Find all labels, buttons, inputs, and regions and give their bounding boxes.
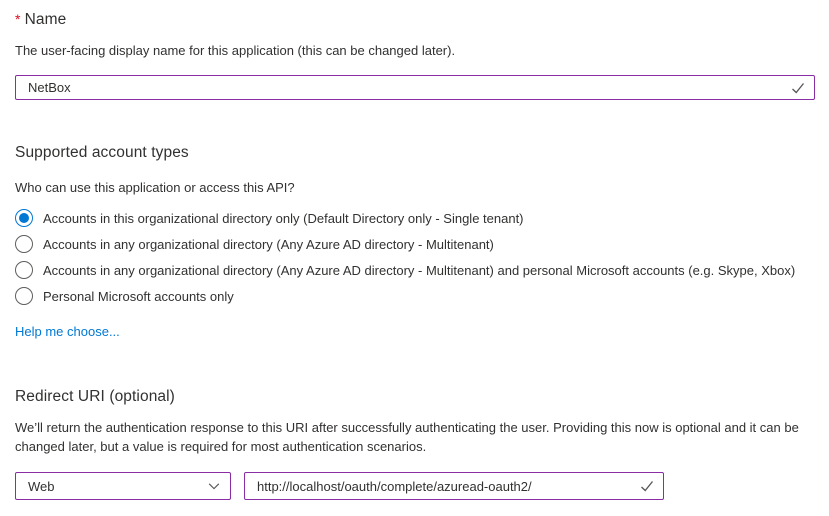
help-me-choose-link[interactable]: Help me choose... [15,324,120,339]
platform-select[interactable] [15,472,231,500]
name-title-text: Name [24,11,67,28]
radio-multitenant[interactable] [15,231,815,257]
redirect-uri-controls [15,472,815,500]
radio-single-tenant[interactable] [15,205,815,231]
account-types-radio-group [15,205,815,309]
radio-unselected-icon [15,235,33,253]
account-types-title: Supported account types [15,144,189,161]
radio-unselected-icon [15,261,33,279]
redirect-uri-input-wrap [244,472,664,500]
radio-multitenant-personal[interactable] [15,257,815,283]
radio-selected-icon [15,209,33,227]
radio-label: Personal Microsoft accounts only [43,288,234,304]
radio-label: Accounts in this organizational directory only (Default Directory only - Single tenant) [43,210,524,226]
radio-unselected-icon [15,287,33,305]
radio-personal-only[interactable] [15,283,815,309]
redirect-uri-description: We’ll return the authentication response to this URI after successfully authenticating the user. Providing this now is optional and it can be changed later, but a value is required for most authentication scenarios. [15,420,799,454]
radio-label: Accounts in any organizational directory (Any Azure AD directory - Multitenant) [43,236,494,252]
required-asterisk: * [15,11,21,27]
name-description: The user-facing display name for this application (this can be changed later). [15,43,456,58]
name-input-wrap [15,75,815,100]
name-input[interactable] [16,76,814,99]
radio-label: Accounts in any organizational directory (Any Azure AD directory - Multitenant) and personal Microsoft accounts (e.g. Skype, Xbox) [43,262,796,278]
redirect-uri-input[interactable] [245,473,663,499]
name-section-title [15,11,815,29]
account-types-question: Who can use this application or access this API? [15,180,295,195]
chevron-down-icon [207,479,221,493]
platform-select-value: Web [28,478,55,494]
redirect-uri-title: Redirect URI (optional) [15,388,175,405]
